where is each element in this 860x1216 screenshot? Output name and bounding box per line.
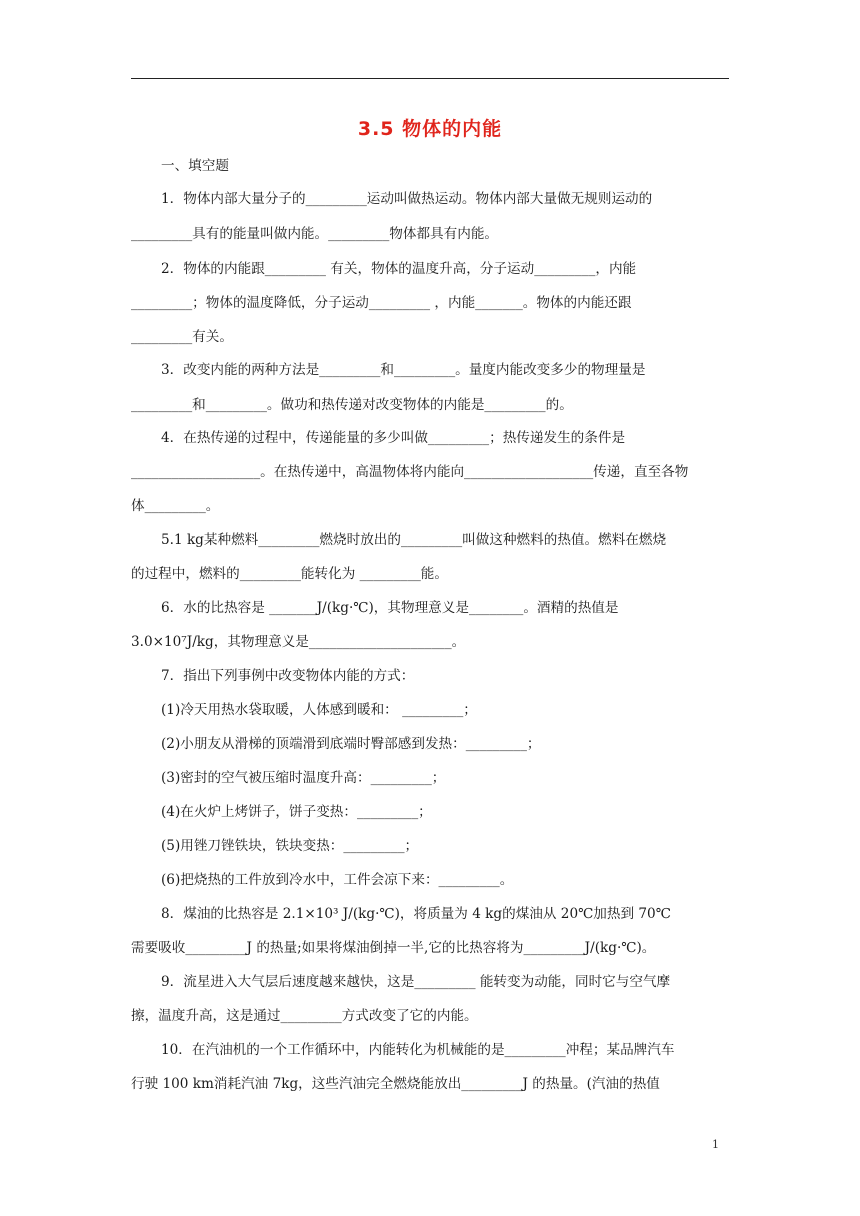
question-7-item-5: (5)用锉刀锉铁块，铁块变热：_________； [161, 838, 419, 854]
question-1-line-1: 1．物体内部大量分子的_________运动叫做热运动。物体内部大量做无规则运动的 [161, 191, 653, 207]
header-rule [131, 78, 729, 79]
question-10-line-1: 10．在汽油机的一个工作循环中，内能转化为机械能的是_________冲程；某品牌汽车 [161, 1042, 675, 1058]
question-1-line-2: _________具有的能量叫做内能。_________物体都具有内能。 [131, 226, 499, 242]
question-2-line-3: _________有关。 [131, 329, 233, 345]
question-6-line-2: 3.0×10⁷J/kg，其物理意义是_____________________。 [131, 634, 466, 650]
question-5-line-2: 的过程中，燃料的_________能转化为 _________能。 [131, 566, 448, 582]
question-3-line-1: 3．改变内能的两种方法是_________和_________。量度内能改变多少的物理量是 [161, 362, 646, 378]
section-heading: 一、填空题 [161, 158, 229, 174]
question-7-item-4: (4)在火炉上烤饼子，饼子变热：_________； [161, 804, 432, 820]
question-7-item-1: (1)冷天用热水袋取暖，人体感到暖和： _________； [161, 702, 477, 718]
question-3-line-2: _________和_________。做功和热传递对改变物体的内能是_________的。 [131, 397, 573, 413]
question-2-line-1: 2．物体的内能跟_________ 有关，物体的温度升高，分子运动_________，内能 [161, 261, 637, 277]
question-7-item-2: (2)小朋友从滑梯的顶端滑到底端时臀部感到发热：_________； [161, 736, 541, 752]
question-8-line-2: 需要吸收_________J 的热量;如果将煤油倒掉一半,它的比热容将为_________J/(kg·℃)。 [131, 940, 656, 956]
question-2-line-2: _________；物体的温度降低，分子运动_________ ，内能_______。物体的内能还跟 [131, 295, 632, 311]
question-10-line-2: 行驶 100 km消耗汽油 7kg，这些汽油完全燃烧能放出_________J 的热量。(汽油的热值 [131, 1076, 660, 1092]
page-title: 3.5 物体的内能 [357, 118, 503, 140]
question-6-line-1: 6．水的比热容是 _______J/(kg·℃)，其物理意义是________。酒精的热值是 [161, 600, 619, 616]
question-7-prompt: 7．指出下列事例中改变物体内能的方式： [161, 668, 415, 684]
page-number: 1 [712, 1138, 719, 1151]
question-9-line-1: 9．流星进入大气层后速度越来越快，这是_________ 能转变为动能，同时它与空气摩 [161, 974, 671, 990]
question-4-line-2: ___________________。在热传递中，高温物体将内能向___________________传递，直至各物 [131, 464, 689, 480]
question-8-line-1: 8．煤油的比热容是 2.1×10³ J/(kg·℃)，将质量为 4 kg的煤油从 20℃加热到 70℃ [161, 906, 671, 922]
question-9-line-2: 擦，温度升高，这是通过_________方式改变了它的内能。 [131, 1008, 478, 1024]
question-5-line-1: 5.1 kg某种燃料_________燃烧时放出的_________叫做这种燃料的热值。燃料在燃烧 [161, 532, 667, 548]
question-4-line-1: 4．在热传递的过程中，传递能量的多少叫做_________；热传递发生的条件是 [161, 430, 626, 446]
question-4-line-3: 体_________。 [131, 498, 220, 514]
question-7-item-3: (3)密封的空气被压缩时温度升高：_________； [161, 770, 446, 786]
question-7-item-6: (6)把烧热的工件放到冷水中，工件会凉下来：_________。 [161, 872, 514, 888]
